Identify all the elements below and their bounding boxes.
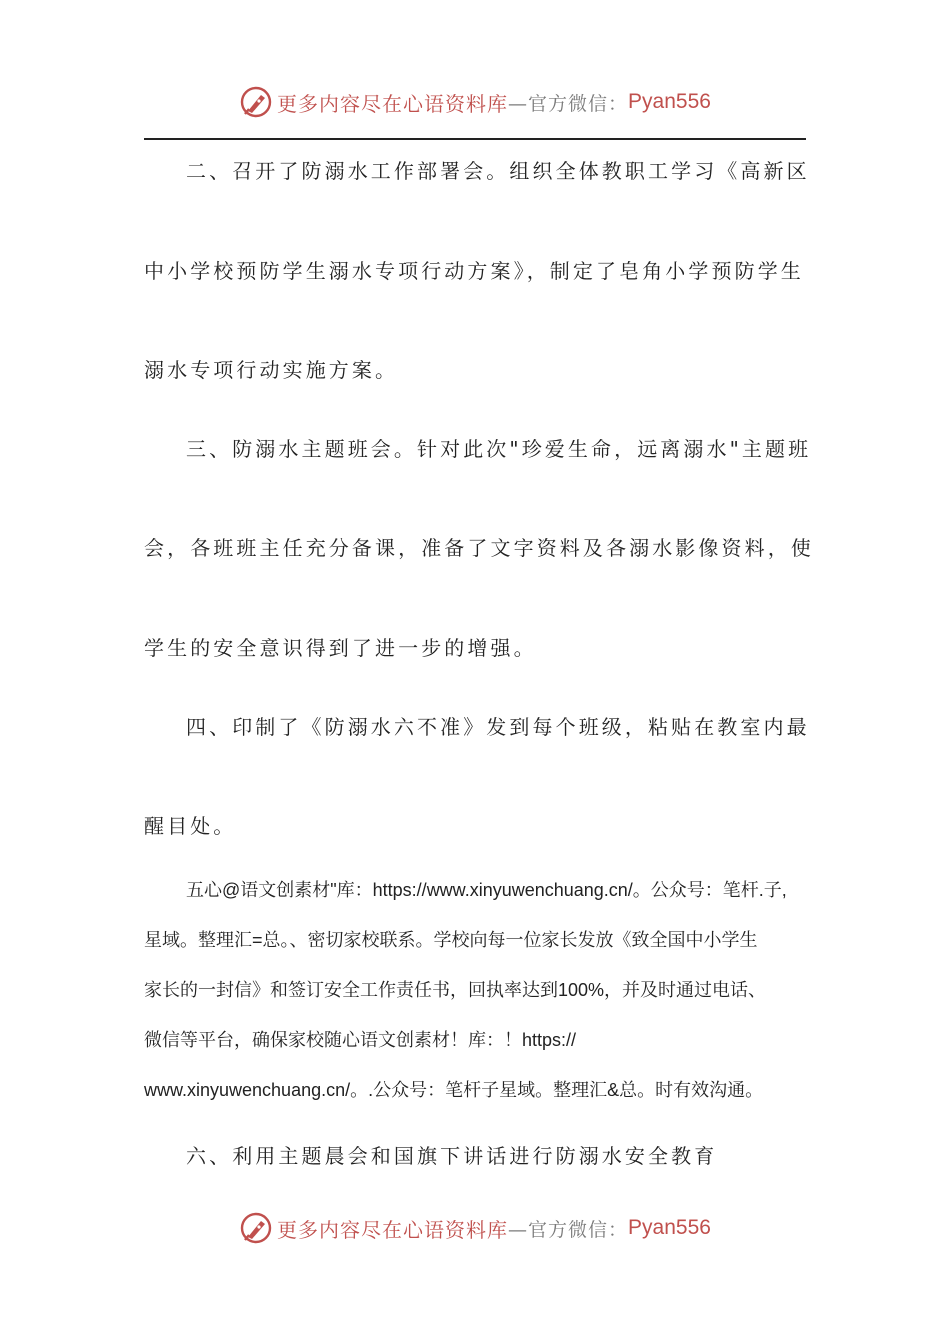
paragraph-line: 中小学校预防学生溺水专项行动方案》，制定了皂角小学预防学生 xyxy=(144,259,804,283)
paragraph-line: 星域。整理汇=总。、密切家校联系。学校向每一位家长发放《致全国中小学生 xyxy=(144,930,758,950)
header-contact-id: Pyan556 xyxy=(628,90,711,113)
paragraph-line: www.xinyuwenchuang.cn/。.公众号：笔杆子星域。整理汇&总。时有效沟通。 xyxy=(144,1080,764,1100)
header-site-text: 更多内容尽在心语资料库 xyxy=(277,91,509,116)
header-divider xyxy=(144,138,806,140)
paragraph-line: 溺水专项行动实施方案。 xyxy=(144,358,399,382)
paragraph-line: 四、印制了《防溺水六不准》发到每个班级，粘贴在教室内最 xyxy=(186,715,810,739)
paragraph-line: 醒目处。 xyxy=(144,814,237,838)
footer-banner xyxy=(0,1208,950,1248)
paragraph-line: 家长的一封信》和签订安全工作责任书，回执率达到100%，并及时通过电话、 xyxy=(144,980,767,1000)
paragraph-line: 六、利用主题晨会和国旗下讲话进行防溺水安全教育 xyxy=(186,1144,718,1168)
paragraph-line: 微信等平台，确保家校随心语文创素材！库：！https:// xyxy=(144,1030,577,1050)
paragraph-line: 学生的安全意识得到了进一步的增强。 xyxy=(144,636,537,660)
pen-nib-logo-icon xyxy=(239,85,273,119)
pen-nib-logo-icon xyxy=(239,1211,273,1245)
paragraph-line: 会，各班班主任充分备课，准备了文字资料及各溺水影像资料，使 xyxy=(144,536,814,560)
paragraph-line: 五心@语文创素材"库：https://www.xinyuwenchuang.cn/。公众号：笔杆.子, xyxy=(186,880,787,900)
paragraph-line: 二、召开了防溺水工作部署会。组织全体教职工学习《高新区 xyxy=(186,159,810,183)
header-contact-label: —官方微信： xyxy=(508,92,629,115)
footer-site-text: 更多内容尽在心语资料库 xyxy=(277,1217,509,1242)
paragraph-line: 三、防溺水主题班会。针对此次"珍爱生命，远离溺水"主题班 xyxy=(186,437,812,461)
footer-contact-id: Pyan556 xyxy=(628,1216,711,1239)
footer-contact-label: —官方微信： xyxy=(508,1218,629,1241)
header-banner xyxy=(0,82,950,122)
